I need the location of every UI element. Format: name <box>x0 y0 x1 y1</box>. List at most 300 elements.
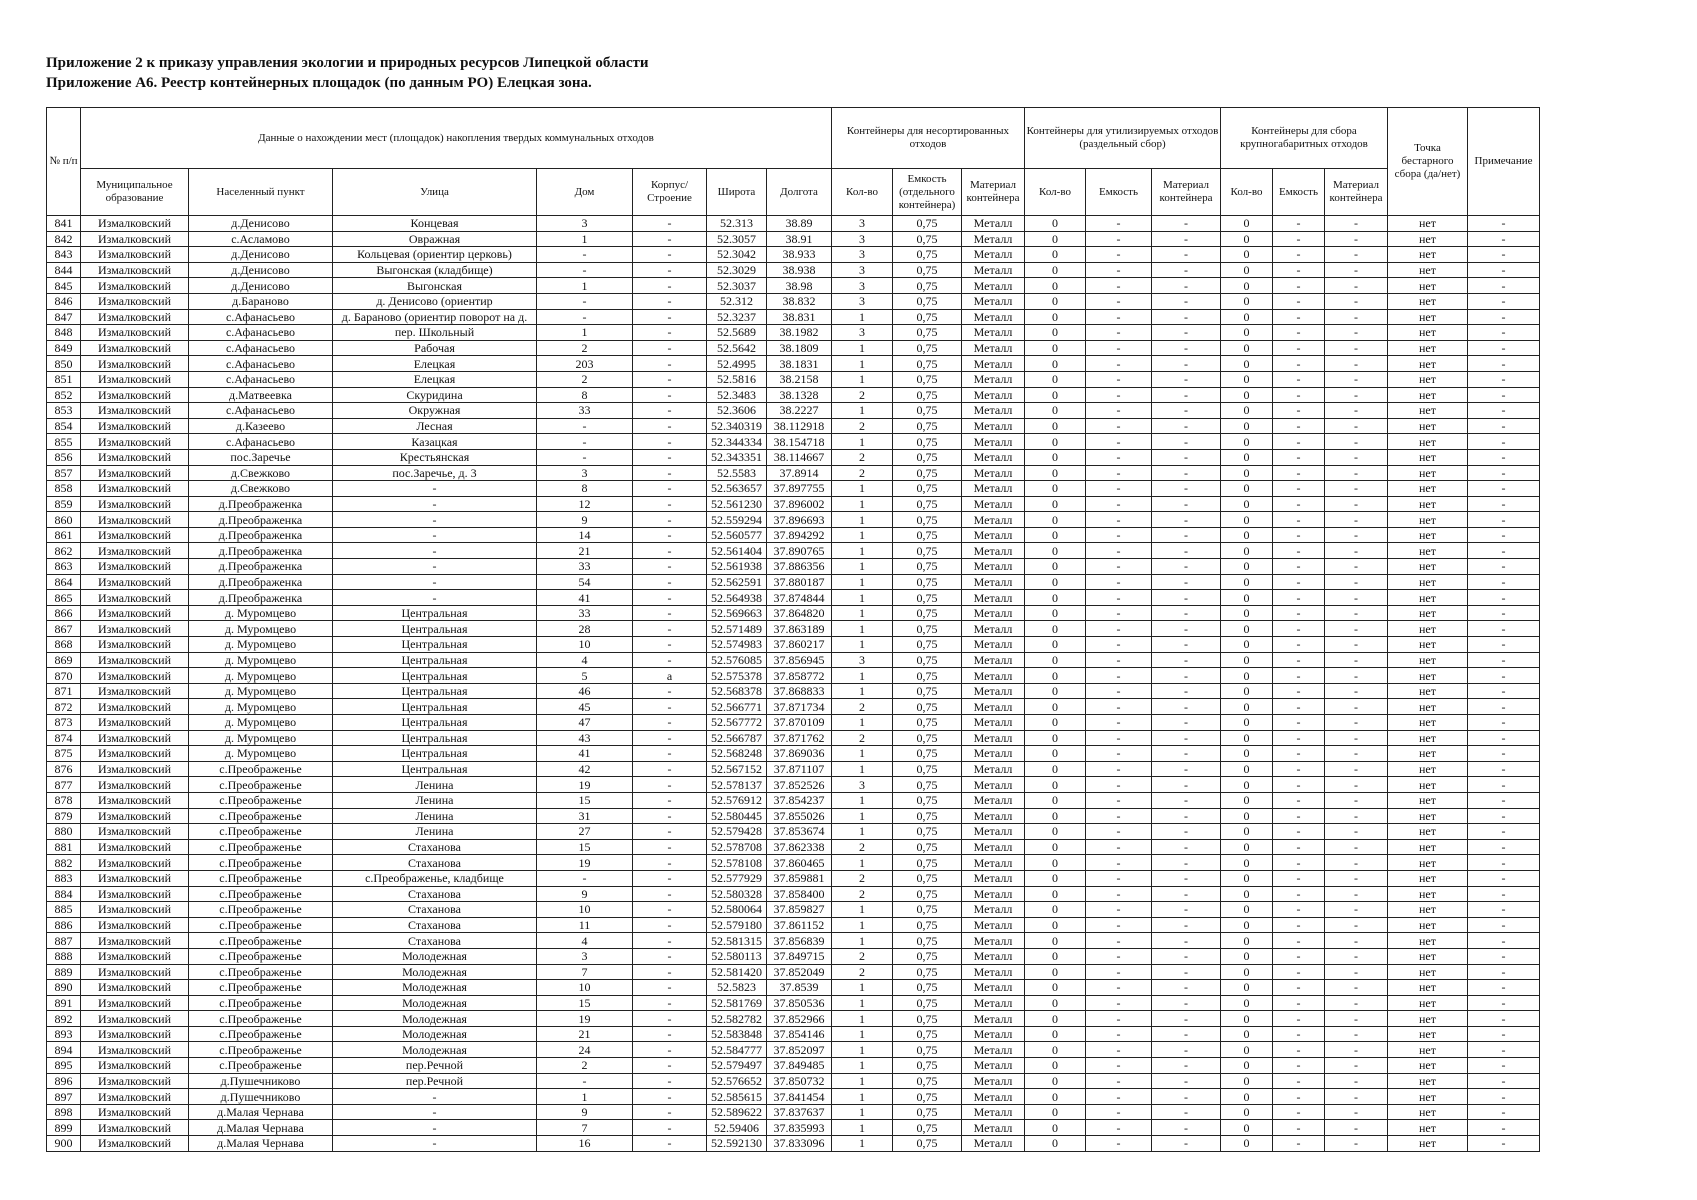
cell-unsorted-capacity: 0,75 <box>893 886 962 902</box>
cell-unsorted-count: 1 <box>832 1026 893 1042</box>
cell-settlement: с.Преображенье <box>189 1058 333 1074</box>
cell-longitude: 37.837637 <box>767 1104 832 1120</box>
cell-municipality: Измалковский <box>81 340 189 356</box>
cell-latitude: 52.584777 <box>707 1042 767 1058</box>
cell-latitude: 52.592130 <box>707 1136 767 1152</box>
cell-bagless: нет <box>1388 621 1468 637</box>
cell-bagless: нет <box>1388 1042 1468 1058</box>
cell-number: 843 <box>47 247 81 263</box>
cell-unsorted-material: Металл <box>962 839 1025 855</box>
table-row <box>47 933 1540 949</box>
cell-note: - <box>1468 465 1540 481</box>
cell-bulky-count: 0 <box>1221 839 1273 855</box>
cell-unsorted-capacity: 0,75 <box>893 356 962 372</box>
cell-bagless: нет <box>1388 902 1468 918</box>
cell-bagless: нет <box>1388 1011 1468 1027</box>
cell-unsorted-count: 1 <box>832 683 893 699</box>
cell-unsorted-material: Металл <box>962 824 1025 840</box>
cell-number: 856 <box>47 449 81 465</box>
cell-unsorted-material: Металл <box>962 948 1025 964</box>
cell-building: - <box>633 948 707 964</box>
cell-recycle-count: 0 <box>1025 309 1086 325</box>
cell-settlement: д. Муромцево <box>189 668 333 684</box>
cell-house: 3 <box>537 465 633 481</box>
cell-unsorted-capacity: 0,75 <box>893 231 962 247</box>
table-row <box>47 293 1540 309</box>
cell-unsorted-material: Металл <box>962 543 1025 559</box>
cell-municipality: Измалковский <box>81 1089 189 1105</box>
cell-building: - <box>633 1042 707 1058</box>
cell-unsorted-count: 1 <box>832 309 893 325</box>
cell-recycle-capacity: - <box>1086 902 1152 918</box>
cell-latitude: 52.3057 <box>707 231 767 247</box>
cell-municipality: Измалковский <box>81 465 189 481</box>
cell-bulky-capacity: - <box>1273 652 1325 668</box>
cell-municipality: Измалковский <box>81 356 189 372</box>
cell-recycle-count: 0 <box>1025 699 1086 715</box>
cell-building: - <box>633 699 707 715</box>
cell-number: 853 <box>47 403 81 419</box>
cell-bagless: нет <box>1388 434 1468 450</box>
cell-municipality: Измалковский <box>81 668 189 684</box>
cell-recycle-material: - <box>1152 465 1221 481</box>
cell-unsorted-capacity: 0,75 <box>893 637 962 653</box>
cell-recycle-material: - <box>1152 1104 1221 1120</box>
cell-recycle-capacity: - <box>1086 527 1152 543</box>
cell-note: - <box>1468 808 1540 824</box>
table-row <box>47 839 1540 855</box>
cell-unsorted-count: 2 <box>832 964 893 980</box>
cell-street: Стаханова <box>333 839 537 855</box>
cell-street: Концевая <box>333 216 537 232</box>
cell-latitude: 52.571489 <box>707 621 767 637</box>
cell-number: 851 <box>47 371 81 387</box>
cell-building: - <box>633 1058 707 1074</box>
cell-number: 895 <box>47 1058 81 1074</box>
cell-number: 866 <box>47 605 81 621</box>
cell-number: 862 <box>47 543 81 559</box>
cell-note: - <box>1468 262 1540 278</box>
cell-latitude: 52.5583 <box>707 465 767 481</box>
cell-recycle-count: 0 <box>1025 231 1086 247</box>
cell-municipality: Измалковский <box>81 247 189 263</box>
cell-note: - <box>1468 418 1540 434</box>
cell-unsorted-capacity: 0,75 <box>893 792 962 808</box>
cell-municipality: Измалковский <box>81 980 189 996</box>
cell-latitude: 52.59406 <box>707 1120 767 1136</box>
cell-latitude: 52.3606 <box>707 403 767 419</box>
cell-municipality: Измалковский <box>81 933 189 949</box>
cell-building: - <box>633 1011 707 1027</box>
cell-longitude: 37.852049 <box>767 964 832 980</box>
cell-bulky-material: - <box>1325 262 1388 278</box>
cell-unsorted-capacity: 0,75 <box>893 1026 962 1042</box>
cell-unsorted-material: Металл <box>962 496 1025 512</box>
cell-street: Ленина <box>333 808 537 824</box>
cell-recycle-count: 0 <box>1025 293 1086 309</box>
cell-municipality: Измалковский <box>81 418 189 434</box>
cell-bulky-material: - <box>1325 917 1388 933</box>
table-row <box>47 1136 1540 1152</box>
cell-note: - <box>1468 824 1540 840</box>
cell-bulky-capacity: - <box>1273 262 1325 278</box>
cell-house: 16 <box>537 1136 633 1152</box>
cell-bulky-capacity: - <box>1273 1104 1325 1120</box>
cell-bulky-capacity: - <box>1273 995 1325 1011</box>
cell-unsorted-count: 1 <box>832 1120 893 1136</box>
cell-recycle-material: - <box>1152 855 1221 871</box>
cell-bulky-capacity: - <box>1273 980 1325 996</box>
cell-recycle-count: 0 <box>1025 933 1086 949</box>
cell-unsorted-count: 1 <box>832 1089 893 1105</box>
cell-settlement: д.Малая Чернава <box>189 1104 333 1120</box>
cell-recycle-material: - <box>1152 325 1221 341</box>
cell-number: 848 <box>47 325 81 341</box>
cell-bulky-count: 0 <box>1221 590 1273 606</box>
cell-unsorted-capacity: 0,75 <box>893 216 962 232</box>
cell-recycle-material: - <box>1152 247 1221 263</box>
cell-municipality: Измалковский <box>81 527 189 543</box>
cell-bulky-material: - <box>1325 1011 1388 1027</box>
cell-bulky-material: - <box>1325 1026 1388 1042</box>
cell-longitude: 37.849485 <box>767 1058 832 1074</box>
cell-municipality: Измалковский <box>81 746 189 762</box>
cell-recycle-count: 0 <box>1025 824 1086 840</box>
table-row <box>47 325 1540 341</box>
cell-latitude: 52.567152 <box>707 761 767 777</box>
cell-bagless: нет <box>1388 325 1468 341</box>
cell-street: - <box>333 543 537 559</box>
cell-longitude: 37.863189 <box>767 621 832 637</box>
cell-bulky-count: 0 <box>1221 1026 1273 1042</box>
cell-bulky-capacity: - <box>1273 574 1325 590</box>
cell-latitude: 52.581420 <box>707 964 767 980</box>
cell-municipality: Измалковский <box>81 559 189 575</box>
cell-unsorted-material: Металл <box>962 449 1025 465</box>
cell-recycle-material: - <box>1152 231 1221 247</box>
cell-unsorted-capacity: 0,75 <box>893 652 962 668</box>
cell-note: - <box>1468 512 1540 528</box>
cell-bulky-material: - <box>1325 792 1388 808</box>
cell-bulky-capacity: - <box>1273 917 1325 933</box>
cell-longitude: 37.858772 <box>767 668 832 684</box>
cell-bulky-material: - <box>1325 434 1388 450</box>
cell-municipality: Измалковский <box>81 278 189 294</box>
cell-bulky-material: - <box>1325 1058 1388 1074</box>
cell-bulky-material: - <box>1325 746 1388 762</box>
cell-bulky-material: - <box>1325 886 1388 902</box>
cell-recycle-capacity: - <box>1086 231 1152 247</box>
cell-longitude: 38.933 <box>767 247 832 263</box>
table-row <box>47 824 1540 840</box>
cell-bulky-material: - <box>1325 995 1388 1011</box>
cell-bulky-material: - <box>1325 1120 1388 1136</box>
cell-house: 3 <box>537 948 633 964</box>
cell-note: - <box>1468 449 1540 465</box>
cell-note: - <box>1468 1120 1540 1136</box>
table-row <box>47 964 1540 980</box>
cell-building: - <box>633 605 707 621</box>
table-row <box>47 699 1540 715</box>
cell-bulky-capacity: - <box>1273 340 1325 356</box>
cell-bulky-material: - <box>1325 512 1388 528</box>
cell-unsorted-material: Металл <box>962 1136 1025 1152</box>
cell-bulky-material: - <box>1325 902 1388 918</box>
cell-recycle-count: 0 <box>1025 356 1086 372</box>
cell-street: - <box>333 1120 537 1136</box>
cell-street: - <box>333 481 537 497</box>
cell-unsorted-capacity: 0,75 <box>893 683 962 699</box>
cell-building: - <box>633 590 707 606</box>
cell-recycle-material: - <box>1152 356 1221 372</box>
cell-latitude: 52.560577 <box>707 527 767 543</box>
cell-unsorted-count: 1 <box>832 824 893 840</box>
cell-longitude: 38.832 <box>767 293 832 309</box>
cell-recycle-capacity: - <box>1086 855 1152 871</box>
cell-bagless: нет <box>1388 512 1468 528</box>
cell-bulky-material: - <box>1325 980 1388 996</box>
cell-bagless: нет <box>1388 449 1468 465</box>
cell-unsorted-count: 1 <box>832 917 893 933</box>
cell-longitude: 37.859827 <box>767 902 832 918</box>
cell-unsorted-capacity: 0,75 <box>893 824 962 840</box>
cell-municipality: Измалковский <box>81 917 189 933</box>
cell-note: - <box>1468 231 1540 247</box>
cell-note: - <box>1468 917 1540 933</box>
cell-recycle-count: 0 <box>1025 278 1086 294</box>
cell-street: пер.Речной <box>333 1058 537 1074</box>
table-row <box>47 559 1540 575</box>
cell-latitude: 52.340319 <box>707 418 767 434</box>
cell-recycle-material: - <box>1152 652 1221 668</box>
cell-unsorted-count: 1 <box>832 605 893 621</box>
table-row <box>47 870 1540 886</box>
cell-latitude: 52.580328 <box>707 886 767 902</box>
cell-bagless: нет <box>1388 980 1468 996</box>
cell-note: - <box>1468 496 1540 512</box>
cell-street: Стаханова <box>333 902 537 918</box>
cell-unsorted-capacity: 0,75 <box>893 715 962 731</box>
cell-unsorted-count: 1 <box>832 1011 893 1027</box>
cell-note: - <box>1468 995 1540 1011</box>
cell-bulky-count: 0 <box>1221 948 1273 964</box>
header-location-group: Данные о нахождении мест (площадок) накопления твердых коммунальных отходов <box>81 108 832 169</box>
table-row <box>47 652 1540 668</box>
cell-latitude: 52.579497 <box>707 1058 767 1074</box>
cell-latitude: 52.566787 <box>707 730 767 746</box>
cell-note: - <box>1468 1042 1540 1058</box>
cell-settlement: с.Афанасьево <box>189 325 333 341</box>
cell-number: 877 <box>47 777 81 793</box>
cell-bagless: нет <box>1388 356 1468 372</box>
cell-house: 9 <box>537 886 633 902</box>
cell-bulky-count: 0 <box>1221 1089 1273 1105</box>
cell-unsorted-material: Металл <box>962 590 1025 606</box>
cell-recycle-capacity: - <box>1086 699 1152 715</box>
cell-bulky-material: - <box>1325 761 1388 777</box>
cell-bulky-material: - <box>1325 683 1388 699</box>
table-row <box>47 371 1540 387</box>
cell-bulky-material: - <box>1325 964 1388 980</box>
cell-house: 15 <box>537 839 633 855</box>
cell-bulky-capacity: - <box>1273 621 1325 637</box>
cell-settlement: с.Преображенье <box>189 824 333 840</box>
cell-municipality: Измалковский <box>81 325 189 341</box>
cell-recycle-capacity: - <box>1086 1026 1152 1042</box>
cell-recycle-count: 0 <box>1025 886 1086 902</box>
cell-building: - <box>633 761 707 777</box>
cell-street: пос.Заречье, д. 3 <box>333 465 537 481</box>
cell-number: 890 <box>47 980 81 996</box>
cell-longitude: 38.1831 <box>767 356 832 372</box>
cell-bagless: нет <box>1388 387 1468 403</box>
cell-bulky-count: 0 <box>1221 902 1273 918</box>
cell-unsorted-count: 3 <box>832 278 893 294</box>
cell-recycle-capacity: - <box>1086 465 1152 481</box>
cell-unsorted-count: 1 <box>832 980 893 996</box>
cell-street: Центральная <box>333 668 537 684</box>
cell-house: - <box>537 870 633 886</box>
cell-bulky-count: 0 <box>1221 730 1273 746</box>
cell-street: Молодежная <box>333 1042 537 1058</box>
cell-bagless: нет <box>1388 792 1468 808</box>
cell-unsorted-count: 1 <box>832 855 893 871</box>
cell-longitude: 38.1328 <box>767 387 832 403</box>
cell-bulky-material: - <box>1325 839 1388 855</box>
cell-unsorted-material: Металл <box>962 403 1025 419</box>
cell-bulky-capacity: - <box>1273 481 1325 497</box>
cell-number: 852 <box>47 387 81 403</box>
cell-bulky-count: 0 <box>1221 325 1273 341</box>
cell-bulky-capacity: - <box>1273 543 1325 559</box>
table-row <box>47 278 1540 294</box>
cell-latitude: 52.576652 <box>707 1073 767 1089</box>
cell-unsorted-material: Металл <box>962 870 1025 886</box>
cell-municipality: Измалковский <box>81 1136 189 1152</box>
cell-bagless: нет <box>1388 683 1468 699</box>
cell-municipality: Измалковский <box>81 1042 189 1058</box>
cell-recycle-capacity: - <box>1086 512 1152 528</box>
cell-unsorted-count: 3 <box>832 262 893 278</box>
cell-note: - <box>1468 1089 1540 1105</box>
cell-unsorted-material: Металл <box>962 512 1025 528</box>
cell-street: Центральная <box>333 746 537 762</box>
cell-building: - <box>633 1026 707 1042</box>
cell-latitude: 52.575378 <box>707 668 767 684</box>
cell-recycle-material: - <box>1152 512 1221 528</box>
table-row <box>47 309 1540 325</box>
cell-house: - <box>537 293 633 309</box>
cell-bulky-count: 0 <box>1221 512 1273 528</box>
cell-building: - <box>633 216 707 232</box>
cell-unsorted-count: 1 <box>832 761 893 777</box>
cell-recycle-capacity: - <box>1086 917 1152 933</box>
cell-recycle-capacity: - <box>1086 995 1152 1011</box>
cell-longitude: 37.861152 <box>767 917 832 933</box>
cell-house: 2 <box>537 1058 633 1074</box>
cell-building: - <box>633 683 707 699</box>
cell-recycle-material: - <box>1152 715 1221 731</box>
cell-longitude: 37.864820 <box>767 605 832 621</box>
cell-unsorted-count: 2 <box>832 730 893 746</box>
cell-number: 894 <box>47 1042 81 1058</box>
cell-bulky-material: - <box>1325 870 1388 886</box>
cell-bulky-capacity: - <box>1273 637 1325 653</box>
cell-note: - <box>1468 605 1540 621</box>
cell-number: 845 <box>47 278 81 294</box>
cell-bagless: нет <box>1388 574 1468 590</box>
cell-bulky-count: 0 <box>1221 855 1273 871</box>
cell-building: - <box>633 746 707 762</box>
cell-unsorted-count: 1 <box>832 496 893 512</box>
cell-recycle-count: 0 <box>1025 621 1086 637</box>
cell-note: - <box>1468 590 1540 606</box>
cell-recycle-capacity: - <box>1086 543 1152 559</box>
cell-recycle-count: 0 <box>1025 559 1086 575</box>
cell-municipality: Измалковский <box>81 1104 189 1120</box>
cell-unsorted-capacity: 0,75 <box>893 325 962 341</box>
cell-recycle-count: 0 <box>1025 637 1086 653</box>
cell-building: - <box>633 262 707 278</box>
cell-unsorted-capacity: 0,75 <box>893 1073 962 1089</box>
cell-house: 7 <box>537 1120 633 1136</box>
cell-house: 10 <box>537 902 633 918</box>
cell-municipality: Измалковский <box>81 1011 189 1027</box>
cell-bulky-capacity: - <box>1273 231 1325 247</box>
cell-municipality: Измалковский <box>81 574 189 590</box>
cell-unsorted-capacity: 0,75 <box>893 543 962 559</box>
cell-recycle-material: - <box>1152 668 1221 684</box>
cell-settlement: д. Муромцево <box>189 605 333 621</box>
cell-unsorted-material: Металл <box>962 1011 1025 1027</box>
cell-unsorted-material: Металл <box>962 231 1025 247</box>
cell-settlement: д. Муромцево <box>189 699 333 715</box>
cell-recycle-material: - <box>1152 1058 1221 1074</box>
cell-unsorted-material: Металл <box>962 371 1025 387</box>
cell-longitude: 37.856839 <box>767 933 832 949</box>
cell-municipality: Измалковский <box>81 590 189 606</box>
cell-building: - <box>633 309 707 325</box>
cell-note: - <box>1468 278 1540 294</box>
cell-municipality: Измалковский <box>81 948 189 964</box>
cell-bagless: нет <box>1388 870 1468 886</box>
cell-settlement: д. Муромцево <box>189 730 333 746</box>
cell-number: 893 <box>47 1026 81 1042</box>
table-row <box>47 496 1540 512</box>
table-row <box>47 403 1540 419</box>
cell-house: 33 <box>537 403 633 419</box>
cell-unsorted-material: Металл <box>962 683 1025 699</box>
cell-street: - <box>333 496 537 512</box>
cell-settlement: с.Преображенье <box>189 948 333 964</box>
cell-longitude: 37.850732 <box>767 1073 832 1089</box>
cell-building: - <box>633 980 707 996</box>
cell-bulky-capacity: - <box>1273 325 1325 341</box>
cell-latitude: 52.563657 <box>707 481 767 497</box>
cell-house: 1 <box>537 278 633 294</box>
cell-bagless: нет <box>1388 1073 1468 1089</box>
cell-bulky-material: - <box>1325 418 1388 434</box>
cell-settlement: д. Муромцево <box>189 683 333 699</box>
cell-number: 863 <box>47 559 81 575</box>
table-row <box>47 683 1540 699</box>
cell-bulky-capacity: - <box>1273 1073 1325 1089</box>
cell-recycle-capacity: - <box>1086 340 1152 356</box>
cell-recycle-capacity: - <box>1086 278 1152 294</box>
cell-settlement: д.Малая Чернава <box>189 1136 333 1152</box>
cell-bulky-capacity: - <box>1273 449 1325 465</box>
table-row <box>47 262 1540 278</box>
